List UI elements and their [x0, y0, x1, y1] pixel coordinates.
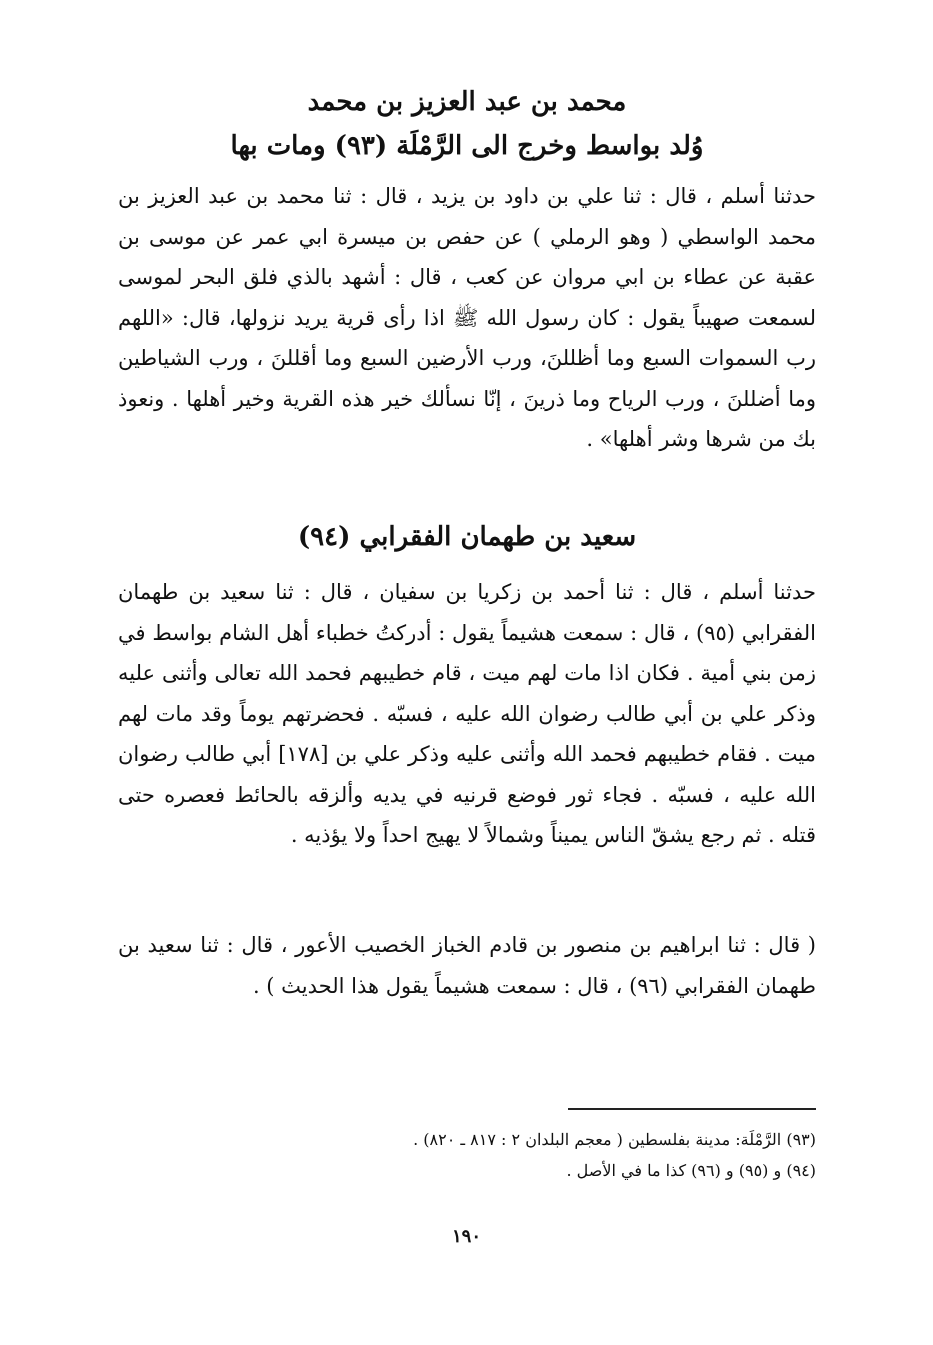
footnotes: [118, 1124, 816, 1186]
section-2-heading: [118, 515, 816, 559]
section-2-paragraph-1: حدثنا أسلم ، قال : ثنا أحمد بن زكريا بن سفيان ، قال : ثنا سعيد بن طهمان الفقرابي (٩٥) ، قال : سمعت هشيماً يقول : أدركتُ خطباء أهل الشام بواسط في زمن بني أمية . فكان اذا مات لهم ميت ، قام خطيبهم فحمد الله تعالى وأثنى عليه وذكر علي بن أبي طالب رضوان الله عليه ، فسبّه . فحضرتهم يوماً وقد مات لهم ميت . فقام خطيبهم فحمد الله وأثنى عليه وذكر علي بن [١٧٨] أبي طالب رضوان الله عليه ، فسبّه . فجاء ثور فوضع قرنيه في يديه وألزقه بالحائط فعصره حتى قتله . ثم رجع يشقّ الناس يميناً وشمالاً لا يهيج احداً ولا يؤذيه .: [118, 580, 816, 847]
section-2-aside: [118, 925, 816, 1006]
section-2-body: [118, 572, 816, 856]
footnote-93: (٩٣) الرَّمْلَة: مدينة بفلسطين ( معجم البلدان ٢ : ٨١٧ ـ ٨٢٠) .: [413, 1130, 816, 1149]
footnote-divider: [568, 1108, 816, 1110]
footnote-94-96: (٩٤) و (٩٥) و (٩٦) كذا ما في الأصل .: [566, 1161, 816, 1180]
section-1-title-line-1: محمد بن عبد العزيز بن محمد: [307, 87, 627, 117]
page-number: ١٩٠: [451, 1226, 481, 1247]
section-1-heading: [118, 80, 816, 168]
section-1-body: [118, 176, 816, 460]
section-1-paragraph: حدثنا أسلم ، قال : ثنا علي بن داود بن يزيد ، قال : ثنا محمد بن عبد العزيز بن محمد الواسطي ( وهو الرملي ) عن حفص بن ميسرة ابي عمر عن موسى بن عقبة عن عطاء بن ابي مروان عن كعب ، قال : أشهد بالذي فلق البحر لموسى لسمعت صهيباً يقول : كان رسول الله ﷺ اذا رأى قرية يريد نزولها، قال: «اللهم رب السموات السبع وما أظللنَ، ورب الأرضين السبع وما أقللنَ ، ورب الشياطين وما أضللنَ ، ورب الرياح وما ذرينَ ، إنّا نسألك خير هذه القرية وخير أهلها . ونعوذ بك من شرها وشر أهلها» .: [118, 184, 816, 451]
section-1-title-line-2: وُلد بواسط وخرج الى الرَّمْلَة (٩٣) ومات بها: [230, 131, 704, 161]
section-2-paragraph-2: ( قال : ثنا ابراهيم بن منصور بن قادم الخباز الخصيب الأعور ، قال : ثنا سعيد بن طهمان الفقرابي (٩٦) ، قال : سمعت هشيماً يقول هذا الحديث ) .: [118, 933, 816, 998]
section-2-title: سعيد بن طهمان الفقرابي (٩٤): [297, 522, 637, 552]
